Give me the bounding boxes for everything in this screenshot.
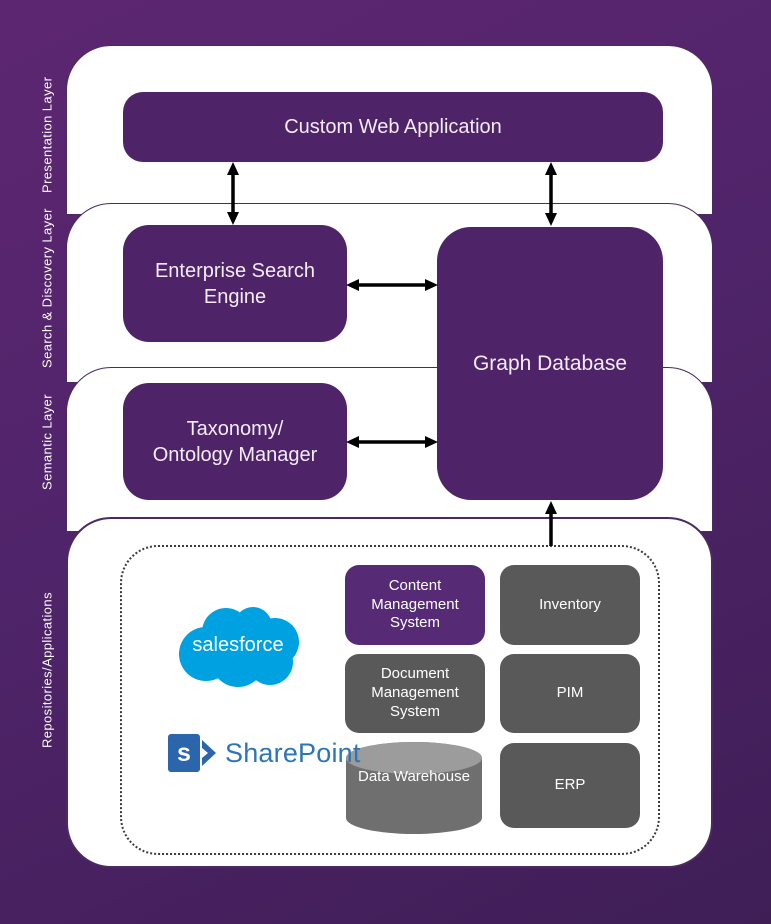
layer-label-presentation: Presentation Layer — [39, 76, 55, 194]
node-document-management-system: Document Management System — [345, 654, 485, 733]
node-pim: PIM — [500, 654, 640, 733]
sharepoint-icon: s — [168, 734, 200, 772]
sharepoint-wordmark: SharePoint — [225, 737, 361, 768]
layer-label-search-discovery: Search & Discovery Layer — [39, 208, 55, 368]
node-data-warehouse: Data Warehouse — [344, 741, 484, 836]
salesforce-logo — [176, 598, 302, 688]
database-cylinder-icon — [344, 741, 484, 836]
salesforce-wordmark: salesforce — [192, 634, 284, 656]
node-taxonomy-ontology-manager: Taxonomy/ Ontology Manager — [123, 383, 347, 500]
node-graph-database: Graph Database — [437, 227, 663, 500]
node-inventory: Inventory — [500, 565, 640, 645]
node-enterprise-search-engine: Enterprise Search Engine — [123, 225, 347, 342]
sharepoint-logo — [168, 734, 361, 772]
node-erp: ERP — [500, 743, 640, 828]
sharepoint-chevron-icon — [202, 739, 217, 767]
node-content-management-system: Content Management System — [345, 565, 485, 645]
node-custom-web-application: Custom Web Application — [123, 92, 663, 162]
layer-label-repositories: Repositories/Applications — [39, 592, 55, 748]
layer-label-semantic: Semantic Layer — [39, 394, 55, 490]
